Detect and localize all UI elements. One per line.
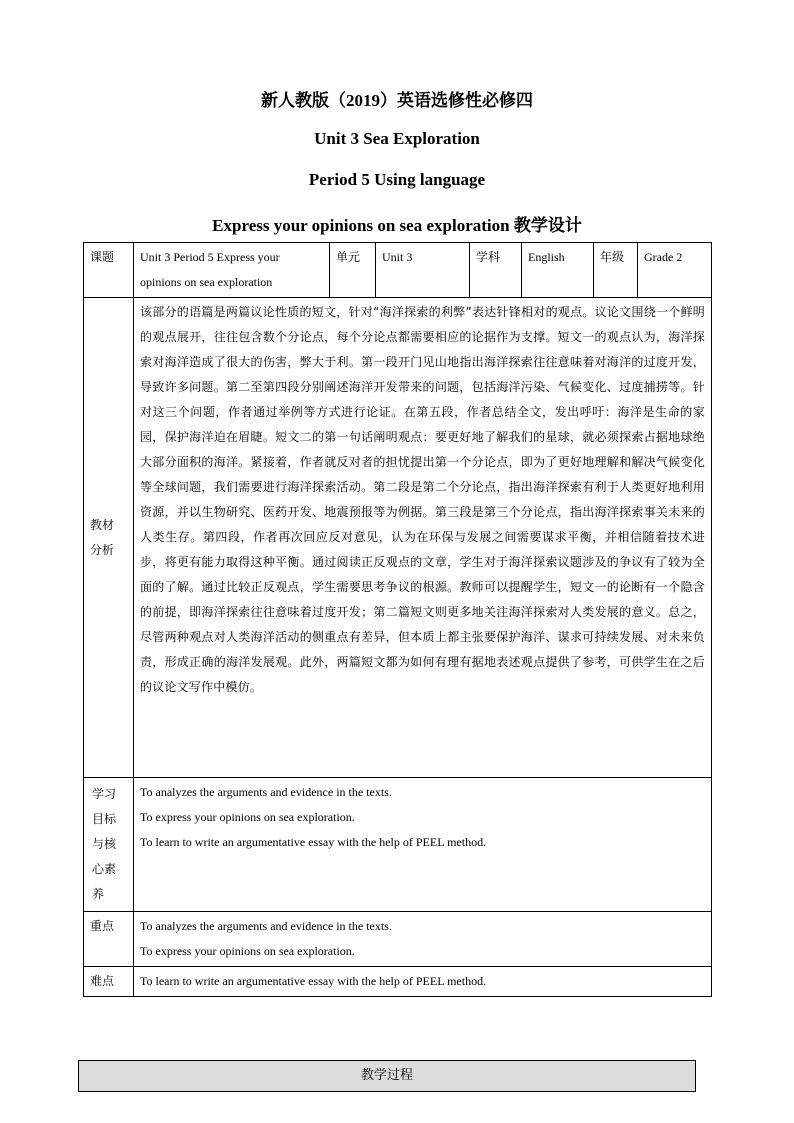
topic-value: Unit 3 Period 5 Express your opinions on sea exploration xyxy=(134,243,330,298)
key-point-item: To analyzes the arguments and evidence in the texts. xyxy=(140,919,392,933)
key-points-row xyxy=(84,912,712,967)
goal-item: To learn to write an argumentative essay with the help of PEEL method. xyxy=(140,835,487,849)
teaching-process-header: 教学过程 xyxy=(78,1060,696,1092)
subject-value: English xyxy=(522,243,594,298)
goals-row xyxy=(84,778,712,912)
doc-title-period: Period 5 Using language xyxy=(308,170,486,189)
unit-label: 单元 xyxy=(330,243,376,298)
unit-value: Unit 3 xyxy=(376,243,470,298)
analysis-label-line1: 教材 xyxy=(90,517,115,532)
doc-title-topic: Express your opinions on sea exploration 教学设计 xyxy=(212,216,582,235)
analysis-label-line2: 分析 xyxy=(90,542,115,557)
goals-label-line: 学习 xyxy=(92,787,117,801)
goals-label-line: 心素 xyxy=(92,862,117,876)
lesson-plan-table xyxy=(83,242,712,997)
goals-label-line: 养 xyxy=(92,887,105,901)
key-points-list xyxy=(134,912,712,967)
goals-label-line: 与核 xyxy=(92,837,117,851)
analysis-text: 该部分的语篇是两篇议论性质的短文，针对“海洋探索的利弊”表达针锋相对的观点。议论文围绕一个鲜明的观点展开，往往包含数个分论点，每个分论点都需要相应的论据作为支撑。短文一的观点认为，海洋探索对海洋造成了很大的伤害，弊大于利。第一段开门见山地指出海洋探索往往意味着对海洋的过度开发，导致许多问题。第二至第四段分别阐述海洋开发带来的问题，包括海洋污染、气候变化、过度捕捞等。针对这三个问题，作者通过举例等方式进行论证。在第五段，作者总结全文，发出呼吁：海洋是生命的家园，保护海洋迫在眉睫。短文二的第一句话阐明观点：要更好地了解我们的星球，就必须探索占据地球绝大部分面积的海洋。紧接着，作者就反对者的担忧提出第一个分论点，即为了更好地理解和解决气候变化等全球问题，我们需要进行海洋探索活动。第二段是第二个分论点，指出海洋探索有利于人类更好地利用资源，并以生物研究、医药开发、地震预报等为例据。第三段是第三个分论点，指出海洋探索事关未来的人类生存。第四段，作者再次回应反对意见，认为在环保与发展之间需要谋求平衡，并相信随着技术进步，将更有能力取得这种平衡。通过阅读正反观点的文章，学生对于海洋探索议题涉及的争议有了较为全面的了解。通过比较正反观点，学生需要思考争议的根源。教师可以提醒学生，短文一的论断有一个隐含的前提，即海洋探索往往意味着过度开发；第二篇短文则更多地关注海洋探索对人类发展的意义。总之，尽管两种观点对人类海洋活动的侧重点有差异，但本质上都主张要保护海洋、谋求可持续发展、对未来负责，形成正确的海洋发展观。此外，两篇短文都为如何有理有据地表述观点提供了参考，可供学生在之后的议论文写作中模仿。 xyxy=(134,298,712,778)
goals-label xyxy=(84,778,134,912)
doc-title-unit: Unit 3 Sea Exploration xyxy=(314,129,480,148)
goals-label-line: 目标 xyxy=(92,812,117,826)
goal-item: To analyzes the arguments and evidence in the texts. xyxy=(140,785,392,799)
subject-label: 学科 xyxy=(470,243,522,298)
difficulties-label: 难点 xyxy=(84,967,134,997)
grade-label: 年级 xyxy=(594,243,638,298)
difficulties-list xyxy=(134,967,712,997)
analysis-row xyxy=(84,298,712,778)
goals-list xyxy=(134,778,712,912)
key-point-item: To express your opinions on sea exploration. xyxy=(140,944,355,958)
doc-title-line1: 新人教版（2019）英语选修性必修四 xyxy=(261,91,533,110)
info-row xyxy=(84,243,712,298)
key-points-label: 重点 xyxy=(84,912,134,967)
analysis-label xyxy=(84,298,134,778)
grade-value: Grade 2 xyxy=(638,243,712,298)
difficulty-item: To learn to write an argumentative essay with the help of PEEL method. xyxy=(140,974,487,988)
difficulties-row xyxy=(84,967,712,997)
topic-label: 课题 xyxy=(84,243,134,298)
goal-item: To express your opinions on sea exploration. xyxy=(140,810,355,824)
